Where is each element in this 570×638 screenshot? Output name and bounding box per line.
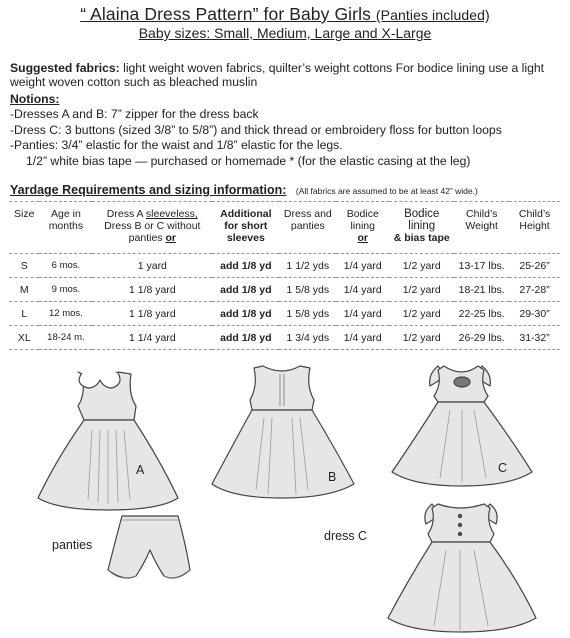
header-text: Dress B or C without panties bbox=[104, 220, 201, 244]
cell-age: 6 mos. bbox=[39, 254, 92, 278]
table-row bbox=[9, 278, 560, 302]
cell-weight: 13-17 lbs. bbox=[454, 254, 509, 278]
cell-height: 27-28” bbox=[509, 278, 560, 302]
notions-line: 1/2” white bias tape — purchased or homemade * (for the elastic casing at the leg) bbox=[26, 153, 471, 168]
cell-bodice: 1/4 yard bbox=[336, 254, 389, 278]
title-text: “ Alaina Dress Pattern” for Baby Girls bbox=[80, 4, 371, 24]
header-height: Child’s Height bbox=[509, 202, 560, 254]
cell-bodice: 1/4 yard bbox=[336, 326, 389, 350]
notions-line: -Panties: 3/4” elastic for the waist and 1/8” elastic for the legs. bbox=[10, 138, 343, 153]
header-text: Bodice lining bbox=[404, 208, 440, 232]
header-text: Dress A bbox=[106, 208, 143, 220]
cell-dress-panties: 1 1/2 yds bbox=[279, 254, 336, 278]
cell-height: 31-32” bbox=[509, 326, 560, 350]
header-weight: Child’s Weight bbox=[454, 202, 509, 254]
cell-weight: 22-25 lbs. bbox=[454, 302, 509, 326]
header-text: or bbox=[165, 232, 176, 244]
header-age: Age in months bbox=[39, 202, 92, 254]
header-size: Size bbox=[9, 202, 39, 254]
cell-height: 29-30” bbox=[509, 302, 560, 326]
cell-additional: add 1/8 yd bbox=[212, 302, 279, 326]
cell-weight: 18-21 lbs. bbox=[454, 278, 509, 302]
cell-dress-panties: 1 5/8 yds bbox=[279, 278, 336, 302]
table-row bbox=[9, 326, 560, 350]
cell-bodice: 1/4 yard bbox=[336, 278, 389, 302]
header-bodice-lining bbox=[336, 202, 389, 254]
yardage-heading: Yardage Requirements and sizing information: bbox=[10, 183, 287, 197]
cell-dress-a: 1 1/8 yard bbox=[92, 278, 212, 302]
label-a: A bbox=[136, 463, 145, 477]
notions-section bbox=[10, 92, 566, 169]
cell-weight: 26-29 lbs. bbox=[454, 326, 509, 350]
cell-size: S bbox=[9, 254, 39, 278]
cell-size: L bbox=[9, 302, 39, 326]
cell-bodice: 1/4 yard bbox=[336, 302, 389, 326]
header-dress-panties: Dress and panties bbox=[279, 202, 336, 254]
cell-age: 9 mos. bbox=[39, 278, 92, 302]
cell-bias: 1/2 yard bbox=[389, 254, 454, 278]
page-subtitle: Baby sizes: Small, Medium, Large and X-Large bbox=[138, 25, 432, 41]
yardage-table bbox=[9, 201, 560, 350]
dress-c-back-illustration bbox=[388, 504, 536, 632]
table-row bbox=[9, 254, 560, 278]
table-header-row bbox=[9, 202, 560, 254]
label-b: B bbox=[328, 470, 337, 484]
notions-line: -Dresses A and B: 7” zipper for the dress back bbox=[10, 107, 259, 122]
cell-dress-panties: 1 3/4 yds bbox=[279, 326, 336, 350]
header-bodice-bias bbox=[389, 202, 454, 254]
table-row bbox=[9, 302, 560, 326]
notions-line: -Dress C: 3 buttons (sized 3/8” to 5/8”) and thick thread or embroidery floss for button loops bbox=[10, 122, 502, 137]
header-text: Bodice lining bbox=[346, 208, 379, 232]
cell-dress-a: 1 1/4 yard bbox=[92, 326, 212, 350]
panties-illustration bbox=[108, 516, 190, 578]
label-dress-c: dress C bbox=[324, 529, 368, 543]
label-c: C bbox=[498, 461, 508, 475]
dress-c-front-illustration bbox=[392, 366, 532, 486]
notions-heading: Notions: bbox=[10, 92, 60, 106]
yardage-heading-row bbox=[10, 183, 566, 197]
cell-height: 25-26” bbox=[509, 254, 560, 278]
header-text: & bias tape bbox=[393, 232, 450, 244]
cell-size: M bbox=[9, 278, 39, 302]
cell-additional: add 1/8 yd bbox=[212, 326, 279, 350]
cell-bias: 1/2 yard bbox=[389, 278, 454, 302]
fabrics-label: Suggested fabrics: bbox=[10, 61, 120, 75]
cell-dress-a: 1 1/8 yard bbox=[92, 302, 212, 326]
cell-additional: add 1/8 yd bbox=[212, 254, 279, 278]
label-panties: panties bbox=[52, 538, 93, 552]
cell-dress-a: 1 yard bbox=[92, 254, 212, 278]
cell-bias: 1/2 yard bbox=[389, 302, 454, 326]
dress-illustrations bbox=[0, 350, 570, 638]
header-text: sleeveless, bbox=[145, 208, 198, 220]
cell-age: 12 mos. bbox=[39, 302, 92, 326]
cell-bias: 1/2 yard bbox=[389, 326, 454, 350]
cell-additional: add 1/8 yd bbox=[212, 278, 279, 302]
cell-age: 18-24 m. bbox=[39, 326, 92, 350]
header-additional: Additional for short sleeves bbox=[212, 202, 279, 254]
cell-dress-panties: 1 5/8 yds bbox=[279, 302, 336, 326]
header-text: or bbox=[357, 232, 368, 244]
yardage-note: (All fabrics are assumed to be at least 42” wide.) bbox=[295, 186, 478, 196]
page-title bbox=[0, 4, 570, 25]
fabrics-section bbox=[10, 61, 566, 89]
title-note: (Panties included) bbox=[375, 7, 490, 23]
fabrics-text: light weight woven fabrics, quilter’s weight cottons For bodice lining use a light weight woven cotton such as bleached muslin bbox=[10, 61, 545, 89]
cell-size: XL bbox=[9, 326, 39, 350]
dress-a-illustration bbox=[38, 372, 178, 510]
header-dress-a bbox=[92, 202, 212, 254]
